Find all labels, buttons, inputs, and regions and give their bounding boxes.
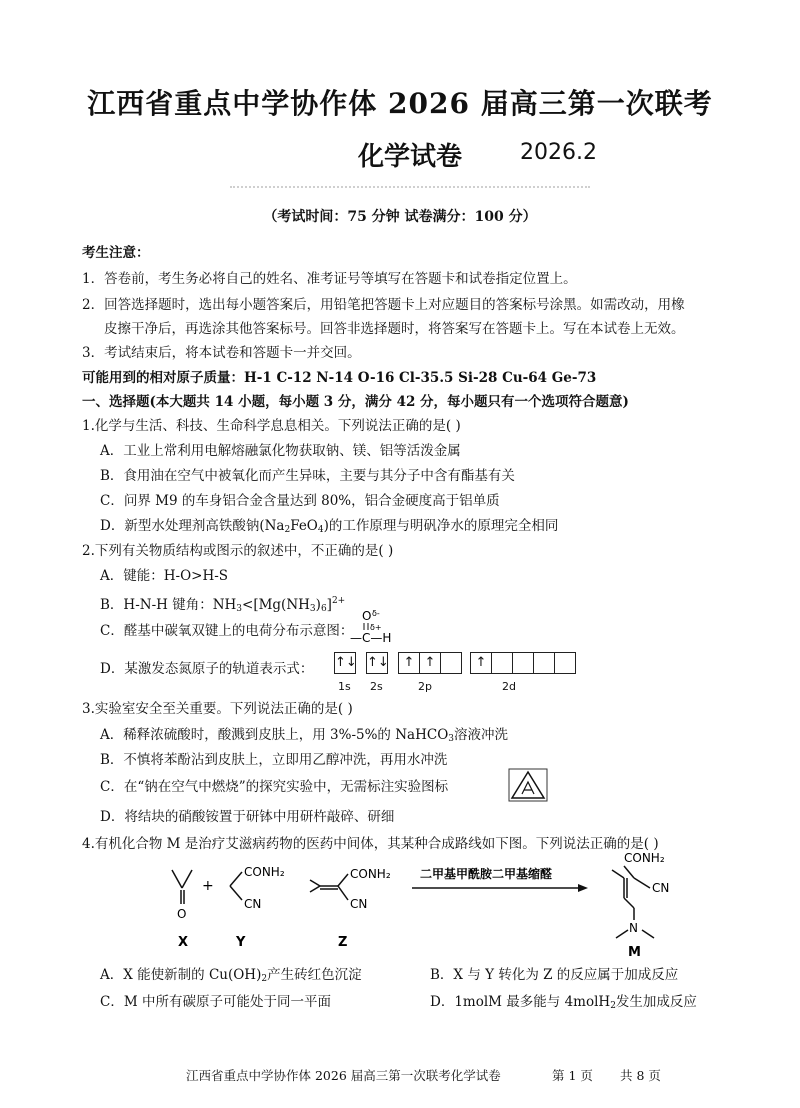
document-title: 江西省重点中学协作体 2026 届高三第一次联考 (87, 87, 713, 120)
exam-info: （考试时间：75 分钟 试卷满分：100 分） (263, 209, 537, 225)
atomic-masses: 可能用到的相对原子质量：H-1 C-12 N-14 O-16 Cl-35.5 Si-28 Cu-64 Ge-73 (82, 370, 597, 386)
page-total: 共 8 页 (620, 1068, 661, 1083)
orbital-label: 2d (502, 680, 516, 693)
text: ] (326, 597, 332, 613)
nitrile-group: CN (244, 897, 262, 911)
text: 溶液冲洗 (454, 727, 508, 743)
nitrile-group: CN (350, 897, 368, 911)
q3-option-a (100, 726, 508, 748)
page-number: 第 1 页 (552, 1068, 593, 1083)
reaction-arrow-head (578, 884, 588, 892)
subscript: 3 (236, 604, 243, 614)
notice-heading: 考生注意： (82, 245, 150, 261)
orbital-box-2d (533, 652, 555, 674)
notice-item: 皮擦干净后，再选涂其他答案标号。回答非选择题时，将答案写在答题卡上。写在本试卷上无效。 (104, 321, 685, 337)
subject-title: 化学试卷 (358, 142, 463, 172)
orbital-label: 1s (338, 680, 351, 693)
superscript: 2+ (331, 596, 346, 606)
nitrile-group: CN (652, 881, 670, 895)
label-z: Z (338, 935, 348, 950)
text: 发生加成反应 (615, 994, 697, 1010)
oxygen-atom: O (362, 609, 372, 623)
subscript: 6 (320, 604, 327, 614)
orbital-box-2s: ↑↓ (366, 652, 388, 674)
q1-option-b: B．食用油在空气中被氧化而产生异味，主要与其分子中含有酯基有关 (100, 468, 515, 484)
subtitle-row (0, 136, 800, 176)
text: <[Mg(NH (242, 597, 310, 613)
notice-item: 1．答卷前，考生务必将自己的姓名、准考证号等填写在答题卡和试卷指定位置上。 (82, 271, 577, 287)
text: A．X 能使新制的 Cu(OH) (100, 967, 262, 983)
orbital-label: 2p (418, 680, 432, 693)
question-1-stem: 1.化学与生活、科技、生命科学息息相关。下列说法正确的是( ) (82, 418, 461, 434)
orbital-box-2p (440, 652, 462, 674)
q3-option-b: B．不慎将苯酚沾到皮肤上，立即用乙醇冲洗，再用水冲洗 (100, 752, 448, 768)
nitrogen-label: N (629, 921, 638, 935)
notice-item: 3．考试结束后，将本试卷和答题卡一并交回。 (82, 345, 361, 361)
q4-option-a (100, 966, 362, 988)
q1-option-a: A．工业上常利用电解熔融氯化物获取钠、镁、铝等活泼金属 (100, 443, 461, 459)
q2-option-a: A．键能：H-O>H-S (100, 568, 229, 584)
delta-plus-label: δ+ (370, 623, 382, 632)
subscript: 2 (610, 1001, 616, 1011)
amide-group: CONH₂ (244, 865, 285, 879)
amide-group: CONH₂ (350, 867, 391, 881)
subscript: 3 (448, 734, 454, 744)
exam-date: 2026.2 (520, 140, 597, 165)
question-2-stem: 2.下列有关物质结构或图示的叙述中，不正确的是( ) (82, 543, 394, 559)
label-m: M (628, 945, 641, 960)
label-y: Y (236, 935, 246, 950)
molecule-m (612, 851, 669, 938)
subscript: 2 (261, 974, 268, 984)
q2-option-b (100, 592, 345, 618)
oxygen-label: O (177, 907, 187, 921)
orbital-box-2d (491, 652, 513, 674)
text: ) (315, 597, 321, 613)
faint-divider (230, 186, 590, 192)
label-x: X (178, 935, 189, 950)
reagent-label: 二甲基甲酰胺二甲基缩醛 (420, 867, 553, 881)
hazard-icon (508, 768, 548, 802)
delta-minus-label: δ- (372, 609, 380, 618)
subscript: 2 (284, 525, 291, 535)
molecule-y (230, 865, 285, 911)
orbital-box-1s: ↑↓ (334, 652, 356, 674)
text: D．新型水处理剂高铁酸钠(Na (100, 518, 285, 534)
question-3-stem: 3.实验室安全至关重要。下列说法正确的是( ) (82, 701, 353, 717)
molecule-z (310, 867, 391, 911)
q3-option-c: C．在“钠在空气中燃烧”的探究实验中，无需标注实验图标 (100, 779, 449, 795)
q1-option-c: C．问界 M9 的车身铝合金含量达到 80%，铝合金硬度高于铝单质 (100, 493, 500, 509)
notice-item: 2．回答选择题时，选出每小题答案后，用铅笔把答题卡上对应题目的答案标号涂黑。如需改动，用橡 (82, 297, 685, 313)
plus-sign: + (202, 878, 214, 894)
aldehyde-charge-diagram (350, 608, 440, 648)
amide-group: CONH₂ (624, 851, 665, 865)
q4-option-b: B．X 与 Y 转化为 Z 的反应属于加成反应 (430, 967, 679, 983)
orbital-box-2d (554, 652, 576, 674)
q2-option-d: D．某激发态氮原子的轨道表示式： (100, 661, 314, 677)
carbon-chain: —C—H (350, 631, 392, 645)
orbital-box-2d: ↑ (470, 652, 492, 674)
q4-option-d (430, 993, 697, 1015)
molecule-x (172, 870, 192, 921)
text: A．稀释浓硫酸时，酸溅到皮肤上，用 3%-5%的 NaHCO (100, 727, 449, 743)
orbital-box-2p: ↑ (419, 652, 441, 674)
subscript: 3 (309, 604, 316, 614)
footer-title: 江西省重点中学协作体 2026 届高三第一次联考化学试卷 (186, 1068, 501, 1083)
q1-option-d (100, 517, 558, 539)
text: 产生砖红色沉淀 (267, 967, 362, 983)
q4-option-c: C．M 中所有碳原子可能处于同一平面 (100, 994, 331, 1010)
text: B．H-N-H 键角：NH (100, 597, 237, 613)
orbital-label: 2s (370, 680, 383, 693)
question-4-stem: 4.有机化合物 M 是治疗艾滋病药物的医药中间体，其某种合成路线如下图。下列说法正确的是( ) (82, 836, 659, 852)
text: FeO (290, 518, 318, 534)
orbital-box-2d (512, 652, 534, 674)
text: D．1molM 最多能与 4molH (430, 994, 611, 1010)
text: )的工作原理与明矾净水的原理完全相同 (323, 518, 559, 534)
subscript: 4 (317, 525, 324, 535)
synthesis-scheme (160, 848, 720, 963)
section-heading: 一、选择题(本大题共 14 小题，每小题 3 分，满分 42 分，每小题只有一个选项符合题意) (82, 394, 629, 410)
q3-option-d: D．将结块的硝酸铵置于研钵中用研杵敲碎、研细 (100, 809, 395, 825)
q2-option-c: C．醛基中碳氧双键上的电荷分布示意图： (100, 623, 354, 639)
orbital-box-2p: ↑ (398, 652, 420, 674)
